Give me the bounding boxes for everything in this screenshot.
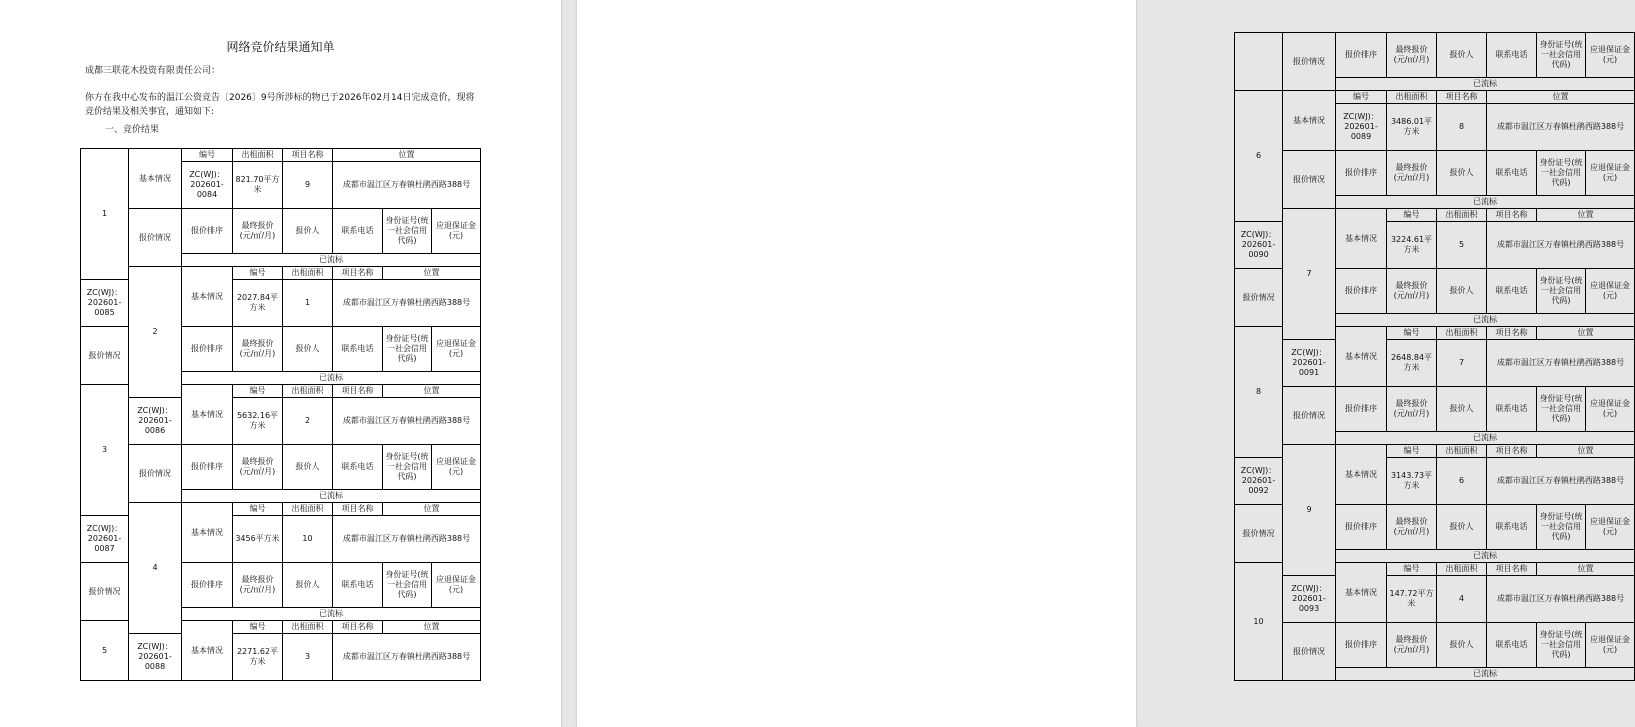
header-item-name: 项目名称 (1487, 563, 1537, 576)
header-bidder: 报价人 (1437, 151, 1487, 196)
lot-code: ZC(WJ)：202601-0092 (1235, 458, 1283, 505)
lot-number: 9 (1283, 445, 1336, 576)
header-area: 出租面积 (283, 385, 333, 398)
lot-location: 成都市温江区万春镇杜鹃西路388号 (333, 280, 481, 327)
header-code: 编号 (1387, 563, 1437, 576)
lot-item-name: 8 (1437, 104, 1487, 151)
lot-area: 2648.84平方米 (1387, 340, 1437, 387)
lot-location: 成都市温江区万春镇杜鹃西路388号 (1487, 222, 1635, 269)
header-id-code: 身份证号(统一社会信用代码) (1537, 387, 1586, 432)
lot-area: 3456平方米 (233, 516, 283, 563)
lot-code: ZC(WJ)：202601-0093 (1283, 576, 1336, 623)
header-final-price: 最终报价(元/㎡/月) (233, 327, 283, 372)
header-location: 位置 (1537, 327, 1635, 340)
lot-item-name: 9 (283, 162, 333, 209)
header-bidder: 报价人 (283, 209, 333, 254)
header-area: 出租面积 (283, 503, 333, 516)
basic-info-label: 基本情况 (1336, 445, 1387, 505)
basic-info-label: 基本情况 (182, 267, 233, 327)
lot-item-name: 1 (283, 280, 333, 327)
status-failed: 已流标 (1336, 668, 1635, 681)
basic-info-label: 基本情况 (129, 149, 182, 209)
header-id-code: 身份证号(统一社会信用代码) (383, 445, 432, 490)
header-rank: 报价排序 (1336, 623, 1387, 668)
header-phone: 联系电话 (333, 209, 383, 254)
intro-paragraph: 你方在我中心发布的温江公资竞告〔2026〕9号所涉标的物已于2026年02月14日完成竞价，现将竞价结果及相关事宜，通知如下: (85, 93, 475, 117)
header-bidder: 报价人 (1437, 33, 1487, 78)
header-rank: 报价排序 (1336, 269, 1387, 314)
document-title: 网络竞价结果通知单 (226, 40, 335, 54)
table-row (81, 209, 481, 254)
lot-code: ZC(WJ)：202601-0086 (129, 398, 182, 445)
bid-info-label: 报价情况 (1283, 151, 1336, 209)
header-bidder: 报价人 (283, 563, 333, 608)
header-rank: 报价排序 (1336, 151, 1387, 196)
table-row (81, 267, 481, 280)
header-final-price: 最终报价(元/㎡/月) (233, 445, 283, 490)
header-phone: 联系电话 (333, 563, 383, 608)
header-item-name: 项目名称 (1487, 327, 1537, 340)
header-id-code: 身份证号(统一社会信用代码) (1537, 151, 1586, 196)
header-rank: 报价排序 (182, 563, 233, 608)
basic-info-label: 基本情况 (1283, 91, 1336, 151)
header-final-price: 最终报价(元/㎡/月) (233, 563, 283, 608)
lot-location: 成都市温江区万春镇杜鹃西路388号 (333, 634, 481, 681)
status-failed: 已流标 (182, 490, 481, 503)
header-deposit: 应退保证金(元) (432, 209, 481, 254)
header-id-code: 身份证号(统一社会信用代码) (1537, 623, 1586, 668)
table-row (1235, 91, 1635, 104)
status-failed: 已流标 (182, 372, 481, 385)
table-row (1235, 209, 1635, 222)
header-bidder: 报价人 (1437, 623, 1487, 668)
lot-number: 5 (81, 621, 129, 681)
header-id-code: 身份证号(统一社会信用代码) (1537, 269, 1586, 314)
header-deposit: 应退保证金(元) (1586, 505, 1635, 550)
status-failed: 已流标 (1336, 314, 1635, 327)
lot-item-name: 7 (1437, 340, 1487, 387)
status-failed: 已流标 (1336, 196, 1635, 209)
header-deposit: 应退保证金(元) (432, 327, 481, 372)
header-deposit: 应退保证金(元) (1586, 269, 1635, 314)
header-rank: 报价排序 (182, 327, 233, 372)
lot-number: 10 (1235, 563, 1283, 681)
header-bidder: 报价人 (1437, 387, 1487, 432)
results-table-page-2 (1234, 32, 1635, 681)
header-area: 出租面积 (1387, 91, 1437, 104)
lot-number: 6 (1235, 91, 1283, 222)
lot-item-name: 3 (283, 634, 333, 681)
lot-number: 4 (129, 503, 182, 634)
bid-info-label: 报价情况 (1283, 33, 1336, 91)
document-page-2 (577, 0, 1630, 727)
basic-info-label: 基本情况 (182, 621, 233, 681)
lot-location: 成都市温江区万春镇杜鹃西路388号 (333, 398, 481, 445)
header-final-price: 最终报价(元/㎡/月) (1387, 387, 1437, 432)
header-deposit: 应退保证金(元) (1586, 623, 1635, 668)
header-area: 出租面积 (283, 267, 333, 280)
header-deposit: 应退保证金(元) (1586, 33, 1635, 78)
header-area: 出租面积 (1437, 563, 1487, 576)
header-bidder: 报价人 (1437, 269, 1487, 314)
table-row (1235, 445, 1635, 458)
header-area: 出租面积 (233, 149, 283, 162)
header-code: 编号 (1387, 327, 1437, 340)
header-item-name: 项目名称 (1437, 91, 1487, 104)
header-phone: 联系电话 (1487, 623, 1537, 668)
basic-info-label: 基本情况 (1336, 209, 1387, 269)
document-page-1 (0, 0, 561, 727)
header-item-name: 项目名称 (1487, 209, 1537, 222)
lot-location: 成都市温江区万春镇杜鹃西路388号 (1487, 340, 1635, 387)
header-location: 位置 (383, 267, 481, 280)
lot-item-name: 6 (1437, 458, 1487, 505)
header-code: 编号 (1336, 91, 1387, 104)
header-code: 编号 (233, 621, 283, 634)
lot-number: 1 (81, 149, 129, 280)
table-row (81, 445, 481, 490)
header-code: 编号 (1387, 209, 1437, 222)
lot-code: ZC(WJ)：202601-0088 (129, 634, 182, 681)
header-final-price: 最终报价(元/㎡/月) (1387, 623, 1437, 668)
basic-info-label: 基本情况 (182, 503, 233, 563)
lot-area: 821.70平方米 (233, 162, 283, 209)
status-failed: 已流标 (1336, 432, 1635, 445)
header-location: 位置 (383, 621, 481, 634)
table-row (81, 149, 481, 162)
header-deposit: 应退保证金(元) (1586, 151, 1635, 196)
header-phone: 联系电话 (1487, 269, 1537, 314)
table-row (1235, 387, 1635, 432)
header-area: 出租面积 (1437, 209, 1487, 222)
header-final-price: 最终报价(元/㎡/月) (1387, 33, 1437, 78)
lot-item-name: 4 (1437, 576, 1487, 623)
header-item-name: 项目名称 (333, 621, 383, 634)
header-phone: 联系电话 (333, 445, 383, 490)
lot-area: 3486.01平方米 (1387, 104, 1437, 151)
header-id-code: 身份证号(统一社会信用代码) (383, 209, 432, 254)
lot-area: 147.72平方米 (1387, 576, 1437, 623)
header-bidder: 报价人 (283, 327, 333, 372)
table-row (1235, 151, 1635, 196)
header-item-name: 项目名称 (1487, 445, 1537, 458)
header-location: 位置 (1537, 209, 1635, 222)
header-rank: 报价排序 (182, 209, 233, 254)
lot-area: 2027.84平方米 (233, 280, 283, 327)
lot-area: 5632.16平方米 (233, 398, 283, 445)
header-id-code: 身份证号(统一社会信用代码) (1537, 505, 1586, 550)
header-deposit: 应退保证金(元) (432, 445, 481, 490)
lot-code: ZC(WJ)：202601-0089 (1336, 104, 1387, 151)
lot-number: 3 (81, 385, 129, 516)
lot-location: 成都市温江区万春镇杜鹃西路388号 (1487, 458, 1635, 505)
header-bidder: 报价人 (1437, 505, 1487, 550)
header-id-code: 身份证号(统一社会信用代码) (383, 563, 432, 608)
table-row (1235, 623, 1635, 668)
header-location: 位置 (383, 503, 481, 516)
header-location: 位置 (1487, 91, 1635, 104)
lot-code: ZC(WJ)：202601-0090 (1235, 222, 1283, 269)
lot-area: 2271.62平方米 (233, 634, 283, 681)
status-failed: 已流标 (182, 254, 481, 267)
lot-item-name: 2 (283, 398, 333, 445)
section-heading: 一、竞价结果 (105, 125, 160, 135)
lot-number: 2 (129, 267, 182, 398)
header-location: 位置 (383, 385, 481, 398)
lot-location: 成都市温江区万春镇杜鹃西路388号 (333, 162, 481, 209)
bid-info-label: 报价情况 (1283, 623, 1336, 681)
lot-number-continued (1235, 33, 1283, 91)
table-row (1235, 340, 1635, 387)
header-rank: 报价排序 (182, 445, 233, 490)
status-failed: 已流标 (182, 608, 481, 621)
status-failed: 已流标 (1336, 550, 1635, 563)
table-row (1235, 576, 1635, 623)
basic-info-label: 基本情况 (182, 385, 233, 445)
bid-info-label: 报价情况 (1235, 269, 1283, 327)
lot-code: ZC(WJ)：202601-0085 (81, 280, 129, 327)
header-rank: 报价排序 (1336, 505, 1387, 550)
header-deposit: 应退保证金(元) (1586, 387, 1635, 432)
header-phone: 联系电话 (333, 327, 383, 372)
table-row (81, 398, 481, 445)
header-code: 编号 (233, 385, 283, 398)
header-area: 出租面积 (1437, 445, 1487, 458)
header-location: 位置 (333, 149, 481, 162)
table-row (81, 634, 481, 681)
header-item-name: 项目名称 (333, 503, 383, 516)
lot-area: 3143.73平方米 (1387, 458, 1437, 505)
table-row (1235, 33, 1635, 78)
table-row (81, 503, 481, 516)
bid-info-label: 报价情况 (1235, 505, 1283, 563)
lot-code: ZC(WJ)：202601-0091 (1283, 340, 1336, 387)
lot-number: 7 (1283, 209, 1336, 340)
lot-item-name: 5 (1437, 222, 1487, 269)
header-location: 位置 (1537, 563, 1635, 576)
header-rank: 报价排序 (1336, 387, 1387, 432)
results-table-page-1 (80, 148, 481, 681)
bid-info-label: 报价情况 (81, 563, 129, 621)
header-item-name: 项目名称 (333, 385, 383, 398)
lot-item-name: 10 (283, 516, 333, 563)
bid-info-label: 报价情况 (129, 445, 182, 503)
lot-location: 成都市温江区万春镇杜鹃西路388号 (1487, 104, 1635, 151)
lot-number: 8 (1235, 327, 1283, 458)
header-rank: 报价排序 (1336, 33, 1387, 78)
header-phone: 联系电话 (1487, 387, 1537, 432)
bid-info-label: 报价情况 (129, 209, 182, 267)
header-bidder: 报价人 (283, 445, 333, 490)
header-area: 出租面积 (283, 621, 333, 634)
header-location: 位置 (1537, 445, 1635, 458)
header-area: 出租面积 (1437, 327, 1487, 340)
header-code: 编号 (182, 149, 233, 162)
lot-location: 成都市温江区万春镇杜鹃西路388号 (1487, 576, 1635, 623)
header-item-name: 项目名称 (333, 267, 383, 280)
lot-area: 3224.61平方米 (1387, 222, 1437, 269)
header-final-price: 最终报价(元/㎡/月) (1387, 505, 1437, 550)
header-phone: 联系电话 (1487, 151, 1537, 196)
header-code: 编号 (233, 267, 283, 280)
header-code: 编号 (1387, 445, 1437, 458)
header-id-code: 身份证号(统一社会信用代码) (1537, 33, 1586, 78)
basic-info-label: 基本情况 (1336, 563, 1387, 623)
lot-code: ZC(WJ)：202601-0084 (182, 162, 233, 209)
header-phone: 联系电话 (1487, 33, 1537, 78)
header-final-price: 最终报价(元/㎡/月) (1387, 151, 1437, 196)
bid-info-label: 报价情况 (1283, 387, 1336, 445)
bid-info-label: 报价情况 (81, 327, 129, 385)
recipient: 成都三联花木投资有限责任公司： (85, 66, 221, 76)
status-failed: 已流标 (1336, 78, 1635, 91)
lot-code: ZC(WJ)：202601-0087 (81, 516, 129, 563)
header-deposit: 应退保证金(元) (432, 563, 481, 608)
header-item-name: 项目名称 (283, 149, 333, 162)
basic-info-label: 基本情况 (1336, 327, 1387, 387)
lot-location: 成都市温江区万春镇杜鹃西路388号 (333, 516, 481, 563)
header-code: 编号 (233, 503, 283, 516)
header-phone: 联系电话 (1487, 505, 1537, 550)
header-final-price: 最终报价(元/㎡/月) (233, 209, 283, 254)
header-id-code: 身份证号(统一社会信用代码) (383, 327, 432, 372)
header-final-price: 最终报价(元/㎡/月) (1387, 269, 1437, 314)
